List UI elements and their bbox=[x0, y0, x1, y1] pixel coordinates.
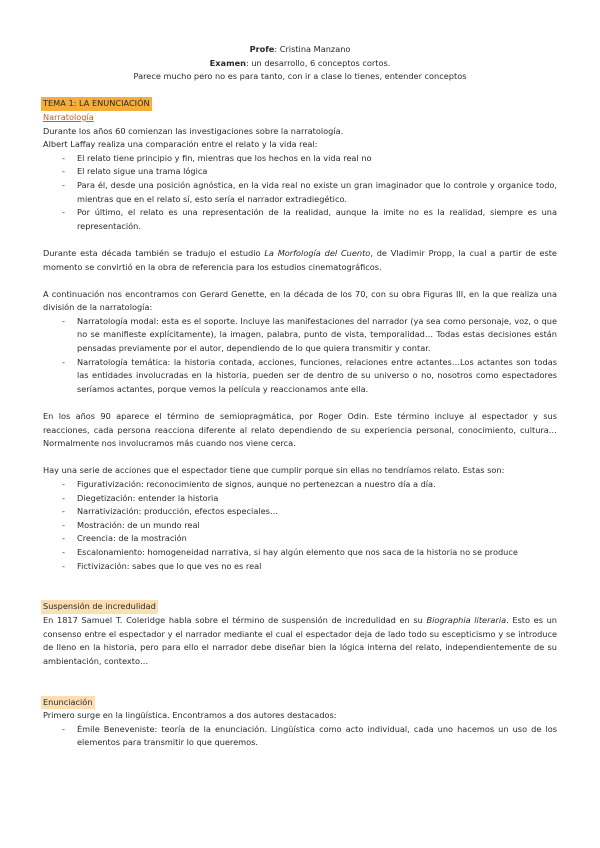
header-note: Parece mucho pero no es para tanto, con ir a clase lo tienes, entender conceptos bbox=[133, 71, 467, 82]
profe-line: Profe: Cristina Manzano bbox=[249, 44, 351, 54]
section-title: TEMA 1: LA ENUNCIACIÓN bbox=[41, 97, 152, 111]
list-item: - Mostración: de un mundo real bbox=[43, 519, 557, 533]
list-item: - Fictivización: sabes que lo que ves no es real bbox=[43, 560, 557, 574]
list-item: - Creencia: de la mostración bbox=[43, 532, 557, 546]
acciones-intro: Hay una serie de acciones que el espectador tiene que cumplir porque sin ellas no tendríamos relato. Estas son: bbox=[43, 465, 505, 476]
narratologia-heading: Narratología bbox=[43, 111, 94, 122]
paragraph: Primero surge en la lingüística. Encontramos a dos autores destacados: bbox=[43, 710, 337, 721]
laffay-list bbox=[43, 152, 557, 234]
list-item: - Escalonamiento: homogeneidad narrativa, si hay algún elemento que nos saca de la historia no se produce bbox=[43, 546, 557, 560]
tema1-section bbox=[43, 97, 557, 750]
list-item: - Narrativización: producción, efectos especiales… bbox=[43, 505, 557, 519]
examen-line: Examen: un desarrollo, 6 conceptos cortos. bbox=[209, 57, 391, 68]
propp-paragraph: Durante esta década también se tradujo el estudio La Morfología del Cuento, de Vladimir Propp, la cual a partir de este momento se convirtió en la obra de referencia para los estudios cinematográficos. bbox=[43, 247, 557, 272]
list-item: - Narratología modal: esta es el soporte. Incluye las manifestaciones del narrador (ya sea como personaje, voz, o que no se manifieste explícitamente), la imagen, palabra, punto de vista, temporalidad… Todas estas decisiones están pensadas previamente por el autor, dependiendo de lo que quiera transmitir y contar. bbox=[43, 315, 557, 356]
list-item: - Por último, el relato es una representación de la realidad, aunque la imite no es la realidad, siempre es una representación. bbox=[43, 206, 557, 233]
genette-list bbox=[43, 315, 557, 397]
odin-paragraph: En los años 90 aparece el término de semiopragmática, por Roger Odin. Este término incluye al espectador y sus reacciones, cada persona reacciona diferente al relato dependiendo de su experiencia personal, conocimiento, cultura…Normalmente nos involucramos más cuando nos viene cerca. bbox=[43, 411, 557, 449]
list-item: - El relato tiene principio y fin, mientras que los hechos en la vida real no bbox=[43, 152, 557, 166]
suspension-paragraph: En 1817 Samuel T. Coleridge habla sobre el término de suspensión de incredulidad en su Biographia literaria. Esto es un consenso entre el espectador y el narrador mediante el cual el espectador deja de lado todo su escepticismo y se introduce de lleno en la historia, pero para ello el narrador debe diseñar bien la lógica interna del relato, independientemente de su ambientación, contexto… bbox=[43, 614, 557, 666]
genette-paragraph: A continuación nos encontramos con Gerard Genette, en la década de los 70, con su obra Figuras III, en la que realiza una división de la narratología: bbox=[43, 288, 557, 313]
list-item: - El relato sigue una trama lógica bbox=[43, 165, 557, 179]
enunciacion-list bbox=[43, 723, 557, 750]
paragraph: Albert Laffay realiza una comparación entre el relato y la vida real: bbox=[43, 139, 318, 150]
list-item: - Para él, desde una posición agnóstica, en la vida real no existe un gran imaginador que lo controle y organice todo, mientras que en el relato sí, esto sería el narrador extradiegético. bbox=[43, 179, 557, 206]
header bbox=[43, 43, 557, 84]
enunciacion-heading: Enunciación bbox=[41, 696, 95, 710]
list-item: - Figurativización: reconocimiento de signos, aunque no pertenezcan a nuestro día a día. bbox=[43, 478, 557, 492]
acciones-list bbox=[43, 478, 557, 573]
list-item: - Narratología temática: la historia contada, acciones, funciones, relaciones entre actantes…Los actantes son todas las entidades involucradas en la historia, pueden ser de dentro de su universo o no, nosotros como espectadores seríamos actantes, porque vemos la película y reaccionamos ante ella. bbox=[43, 356, 557, 397]
document-page bbox=[43, 43, 557, 750]
suspension-heading: Suspensión de incredulidad bbox=[41, 600, 158, 614]
list-item: - Diegetización: entender la historia bbox=[43, 492, 557, 506]
list-item: - Émile Beneveniste: teoría de la enunciación. Lingüística como acto individual, cada uno hacemos un uso de los elementos para transmitir lo que queremos. bbox=[43, 723, 557, 750]
paragraph: Durante los años 60 comienzan las investigaciones sobre la narratología. bbox=[43, 125, 344, 136]
